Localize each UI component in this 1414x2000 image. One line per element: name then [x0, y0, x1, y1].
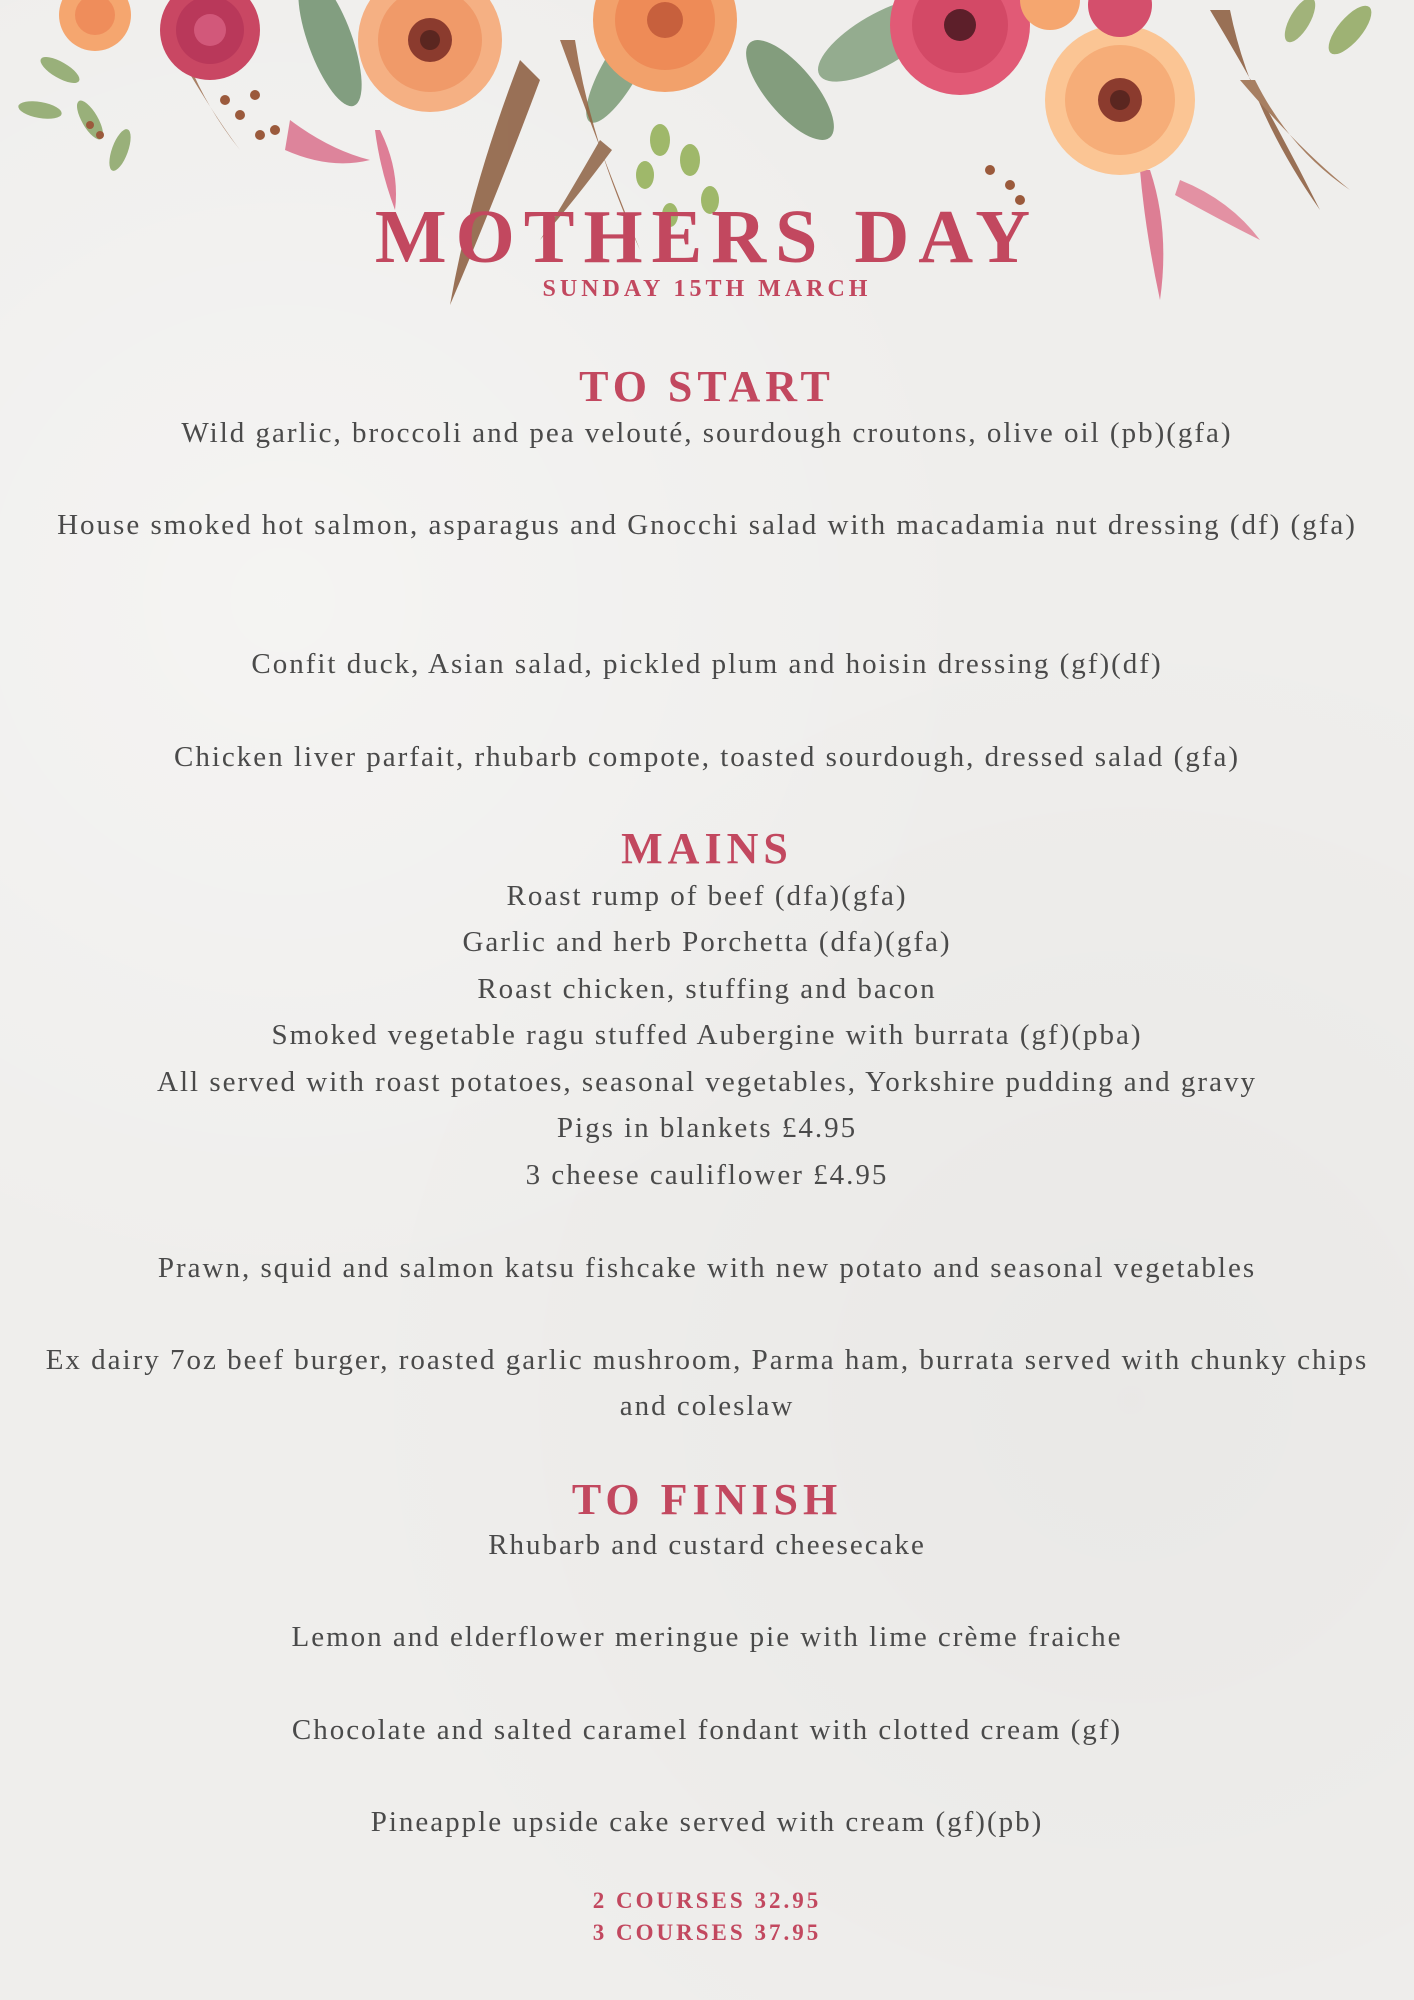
- page-title: MOTHERS DAY: [374, 195, 1040, 279]
- menu-item: Confit duck, Asian salad, pickled plum and hoisin dressing (gf)(df): [251, 648, 1163, 680]
- price-two-courses: 2 COURSES 32.95: [592, 1888, 822, 1913]
- section-heading-to-start: TO START: [579, 362, 835, 411]
- menu-item: House smoked hot salmon, asparagus and Gnocchi salad with macadamia nut dressing (df) (gfa): [57, 509, 1357, 541]
- price-three-courses: 3 COURSES 37.95: [592, 1920, 822, 1945]
- menu-item: Rhubarb and custard cheesecake: [488, 1529, 926, 1561]
- menu-item: Pineapple upside cake served with cream (gf)(pb): [370, 1806, 1044, 1838]
- menu-item: Ex dairy 7oz beef burger, roasted garlic mushroom, Parma ham, burrata served with chunky chips and coleslaw: [45, 1344, 1369, 1422]
- menu-item: Roast chicken, stuffing and bacon: [477, 973, 937, 1005]
- menu-item: All served with roast potatoes, seasonal vegetables, Yorkshire pudding and gravy: [157, 1066, 1257, 1098]
- menu-item: 3 cheese cauliflower £4.95: [525, 1159, 889, 1191]
- menu-item: Roast rump of beef (dfa)(gfa): [506, 880, 908, 912]
- section-heading-to-finish: TO FINISH: [571, 1475, 843, 1524]
- menu-item: Garlic and herb Porchetta (dfa)(gfa): [462, 926, 952, 958]
- menu-item: Smoked vegetable ragu stuffed Aubergine with burrata (gf)(pba): [271, 1019, 1143, 1051]
- menu-item: Chicken liver parfait, rhubarb compote, toasted sourdough, dressed salad (gfa): [174, 741, 1240, 773]
- menu-item: Wild garlic, broccoli and pea velouté, sourdough croutons, olive oil (pb)(gfa): [181, 417, 1233, 449]
- menu-item: Prawn, squid and salmon katsu fishcake with new potato and seasonal vegetables: [157, 1252, 1257, 1284]
- event-date: SUNDAY 15TH MARCH: [542, 276, 872, 302]
- section-heading-mains: MAINS: [621, 824, 793, 873]
- menu-item: Lemon and elderflower meringue pie with lime crème fraiche: [291, 1621, 1123, 1653]
- menu-item: Chocolate and salted caramel fondant with clotted cream (gf): [291, 1714, 1123, 1746]
- menu-item: Pigs in blankets £4.95: [556, 1112, 858, 1144]
